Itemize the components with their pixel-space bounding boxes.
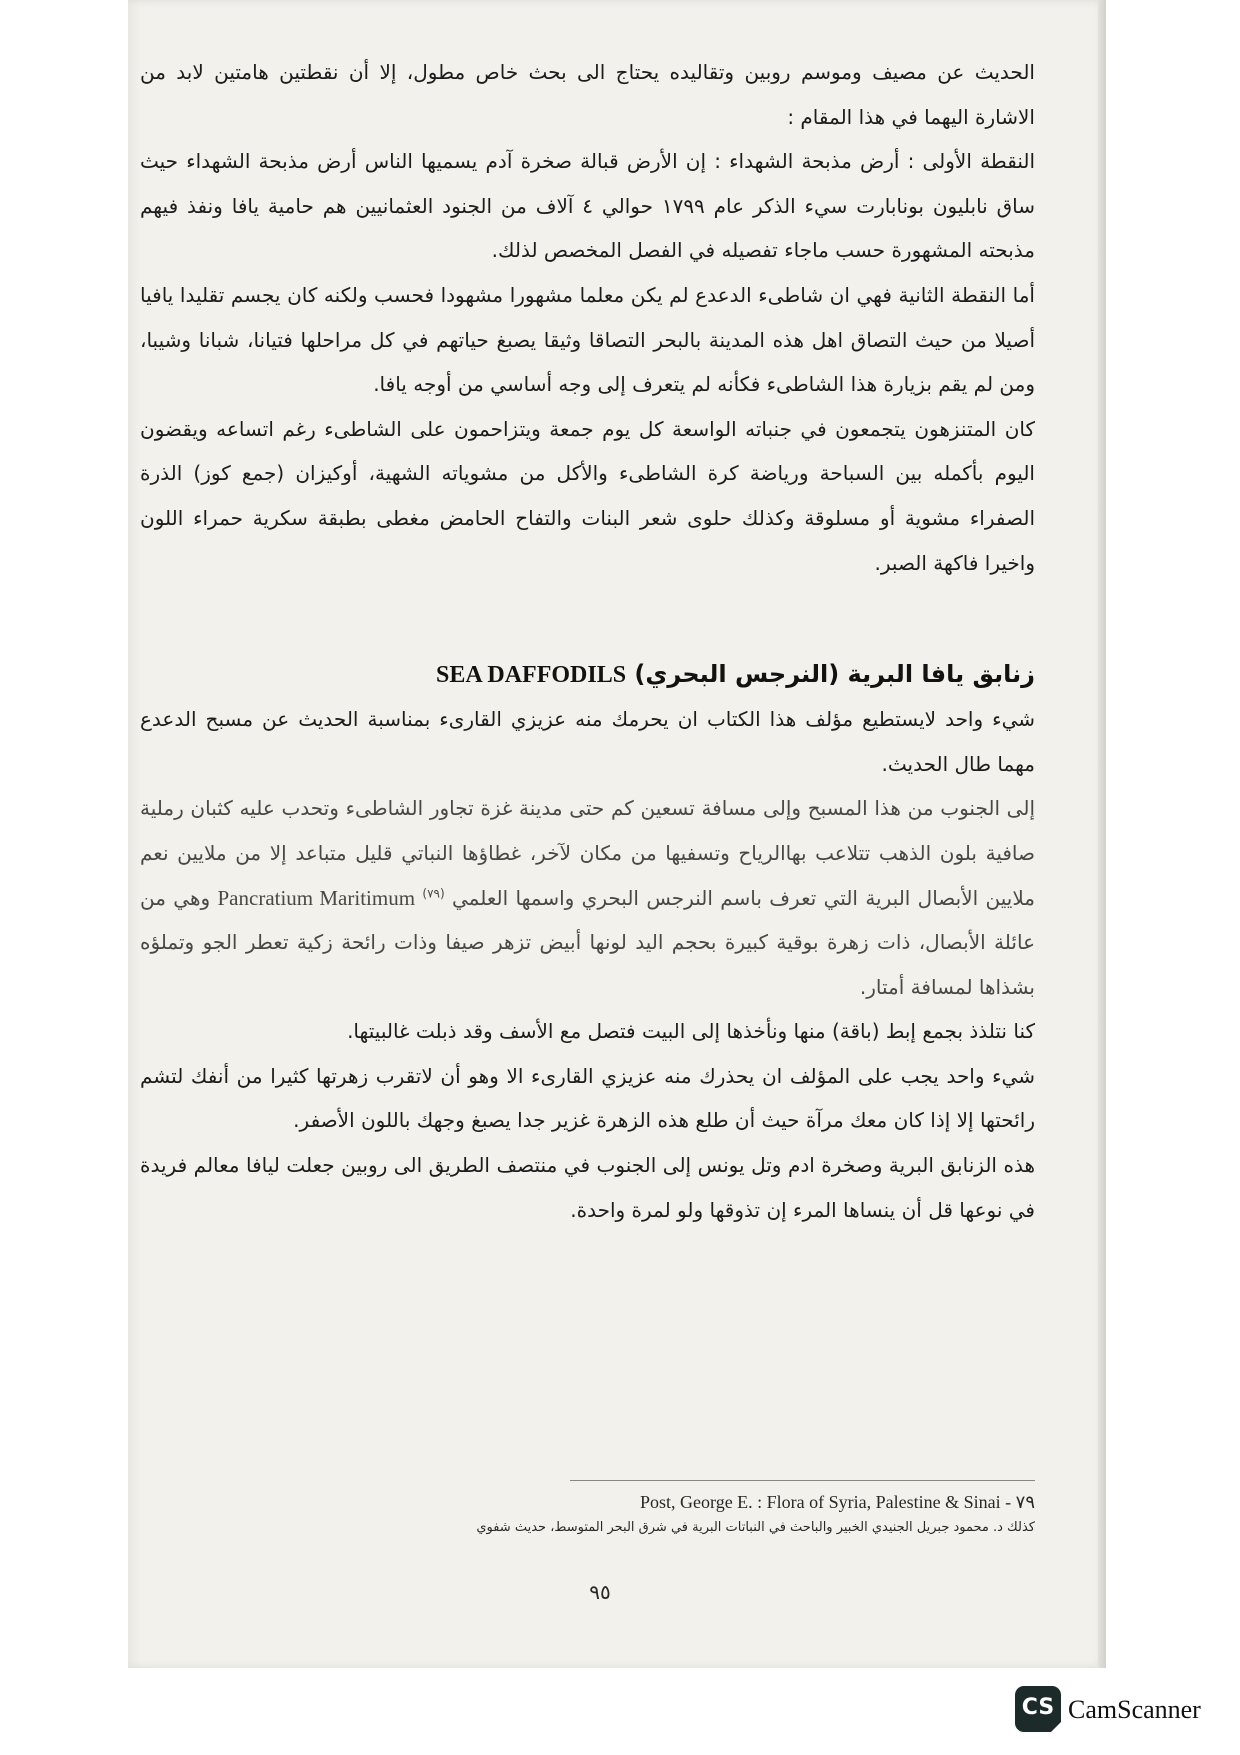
footnote-divider bbox=[570, 1480, 1035, 1481]
paragraph-intro: الحديث عن مصيف وموسم روبين وتقاليده يحتاج الى بحث خاص مطول، إلا أن نقطتين هامتين لابد من الاشارة اليهما في هذا المقام : bbox=[140, 60, 1035, 129]
paragraph-dunes bbox=[140, 786, 1035, 1009]
dunes-text-after: وهي من عائلة الأبصال، ذات زهرة بوقية كبيرة بحجم اليد لونها أبيض تزهر صيفا وذات رائحة زكية تعطر الجو وتملؤه بشذاها لمسافة أمتار. bbox=[140, 885, 1035, 999]
footnote-citation: Post, George E. : Flora of Syria, Palestine & Sinai - ٧٩ bbox=[640, 1492, 1035, 1512]
heading-latin: SEA DAFFODILS bbox=[436, 662, 627, 689]
logo-corner-fold bbox=[1049, 1720, 1063, 1734]
paragraph-picnickers: كان المتنزهون يتجمعون في جنباته الواسعة كل يوم جمعة ويتزاحمون على الشاطىء رغم اتساعه ويقضون اليوم بأكمله بين السباحة ورياضة كرة الشاطىء والأكل من مشوياته الشهية، أوكيزان (جمع كوز) الذرة الصفراء مشوية أو مسلوقة وكذلك حلوى شعر البنات والتفاح الحامض مغطى بطبقة سكرية حمراء اللون واخيرا فاكهة الصبر. bbox=[140, 416, 1035, 575]
section-heading bbox=[140, 651, 1035, 697]
paragraph-one-thing: شيء واحد لايستطيع مؤلف هذا الكتاب ان يحرمك منه عزيزي القارىء بمناسبة الحديث عن مسبح الدعدع مهما طال الحديث. bbox=[140, 707, 1035, 776]
footnote-reference: (٧٩) bbox=[422, 885, 445, 900]
paragraph-closing: هذه الزنابق البرية وصخرة ادم وتل يونس إلى الجنوب في منتصف الطريق الى روبين جعلت ليافا معالم فريدة في نوعها قل أن ينساها المرء إن تذوقها ولو لمرة واحدة. bbox=[140, 1153, 1035, 1222]
scientific-name: Pancratium Maritimum bbox=[217, 885, 416, 910]
paragraph-bouquet: كنا نتلذذ بجمع إبط (باقة) منها ونأخذها إلى البيت فتصل مع الأسف وقد ذبلت غالبيتها. bbox=[347, 1019, 1035, 1044]
heading-arabic: زنابق يافا البرية (النرجس البحري) bbox=[634, 660, 1035, 689]
page-edge-shadow bbox=[1098, 0, 1106, 1668]
page-number: ٩٥ bbox=[589, 1580, 611, 1604]
paragraph-point-two: أما النقطة الثانية فهي ان شاطىء الدعدع لم يكن معلما مشهورا مشهودا فحسب ولكنه كان يجسم تقليدا يافيا أصيلا من حيث التصاق اهل هذه المدينة بالبحر التصاقا وثيقا يصبغ حياتهم في كل مراحلها فتيانا، شبانا وشيبا، ومن لم يقم بزيارة هذا الشاطىء فكأنه لم يتعرف إلى وجه أساسي من أوجه يافا. bbox=[140, 282, 1035, 397]
body-text bbox=[140, 50, 1035, 1232]
camscanner-logo-text: CS bbox=[1021, 1695, 1055, 1720]
camscanner-logo-icon bbox=[1015, 1686, 1061, 1732]
section-gap bbox=[140, 585, 1035, 651]
paragraph-warning: شيء واحد يجب على المؤلف ان يحذرك منه عزيزي القارىء الا وهو أن لاتقرب زهرتها كثيرا من أنفك لتشم رائحتها إلا إذا كان معك مرآة حيث أن طلع هذه الزهرة غزير جدا يصبغ وجهك باللون الأصفر. bbox=[140, 1063, 1035, 1133]
dunes-text-before: إلى الجنوب من هذا المسبح وإلى مسافة تسعين كم حتى مدينة غزة تجاور الشاطىء وتحدب عليه كثبان رملية صافية بلون الذهب تتلاعب بهاالرياح وتسفيها من مكان لآخر، غطاؤها النباتي قليل متباعد إلا من ملايين نعم ملايين الأبصال البرية التي تعرف باسم النرجس البحري واسمها العلمي bbox=[140, 796, 1036, 910]
footnote-note: كذلك د. محمود جبريل الجنيدي الخبير والباحث في النباتات البرية في شرق البحر المتوسط، حديث شفوي bbox=[476, 1520, 1035, 1535]
paragraph-point-one: النقطة الأولى : أرض مذبحة الشهداء : إن الأرض قبالة صخرة آدم يسميها الناس أرض مذبحة الشهداء حيث ساق نابليون بونابارت سيء الذكر عام ١٧٩٩ حوالي ٤ آلاف من الجنود العثمانيين هم حامية يافا ونفذ فيهم مذبحته المشهورة حسب ماجاء تفصيله في الفصل المخصص لذلك. bbox=[140, 149, 1035, 263]
camscanner-label: CamScanner bbox=[1068, 1695, 1201, 1724]
